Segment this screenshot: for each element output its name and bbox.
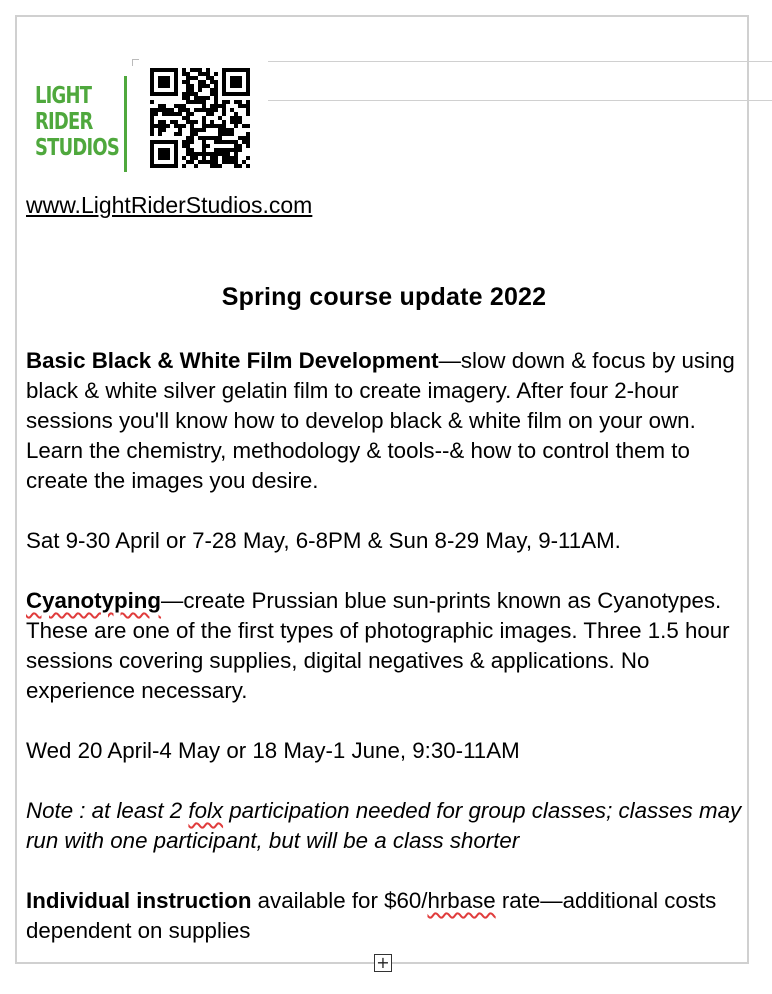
individual-instruction-label: Individual instruction xyxy=(26,888,252,913)
note-flagged-word: folx xyxy=(188,798,224,823)
logo-line-3: STUDIOS xyxy=(35,135,120,161)
note-text-before: Note : at least 2 xyxy=(26,798,189,823)
qr-code-icon[interactable] xyxy=(150,68,250,168)
individual-text-before: available for $60/ xyxy=(251,888,428,913)
crop-mark xyxy=(132,59,139,66)
individual-instruction-paragraph xyxy=(26,886,744,946)
bw-course-schedule: Sat 9-30 April or 7-28 May, 6-8PM & Sun 8-29 May, 9-11AM. xyxy=(26,528,621,553)
individual-flagged-word: hrbase xyxy=(427,888,496,913)
logo-line-2: RIDER xyxy=(35,109,93,135)
add-content-icon[interactable]: + xyxy=(374,954,392,972)
bw-course-description: —slow down & focus by using black & white silver gelatin film to create imagery. After four 2-hour sessions you'll know how to develop black & white film on your own. Learn the chemistry, methodology & tools--& how to control them to create the images you desire. xyxy=(26,348,735,493)
cyano-course-description: —create Prussian blue sun-prints known as Cyanotypes. These are one of the first types of photographic images. Three 1.5 hour sessions covering supplies, digital negatives & applications. No experience necessary. xyxy=(26,588,730,703)
bw-course-name: Basic Black & White Film Development xyxy=(26,348,439,373)
logo-line-1: LIGHT xyxy=(35,83,92,109)
note-text-after: participation needed for group classes; classes may run with one participant, but will be a class shorter xyxy=(26,798,742,853)
bw-course-paragraph xyxy=(26,346,744,496)
guide-line-top xyxy=(268,61,772,62)
cyano-course-schedule: Wed 20 April-4 May or 18 May-1 June, 9:30-11AM xyxy=(26,738,520,763)
cyano-course-name: Cyanotyping xyxy=(26,588,162,613)
light-rider-studios-logo xyxy=(35,76,127,172)
document-body[interactable] xyxy=(26,346,744,946)
website-link[interactable]: www.LightRiderStudios.com xyxy=(26,192,313,218)
guide-line-bottom xyxy=(268,100,772,101)
cyano-course-paragraph xyxy=(26,586,744,706)
page-title: Spring course update 2022 xyxy=(221,283,547,311)
individual-text-after: rate—additional costs dependent on supplies xyxy=(26,888,717,943)
group-class-note xyxy=(26,796,744,856)
